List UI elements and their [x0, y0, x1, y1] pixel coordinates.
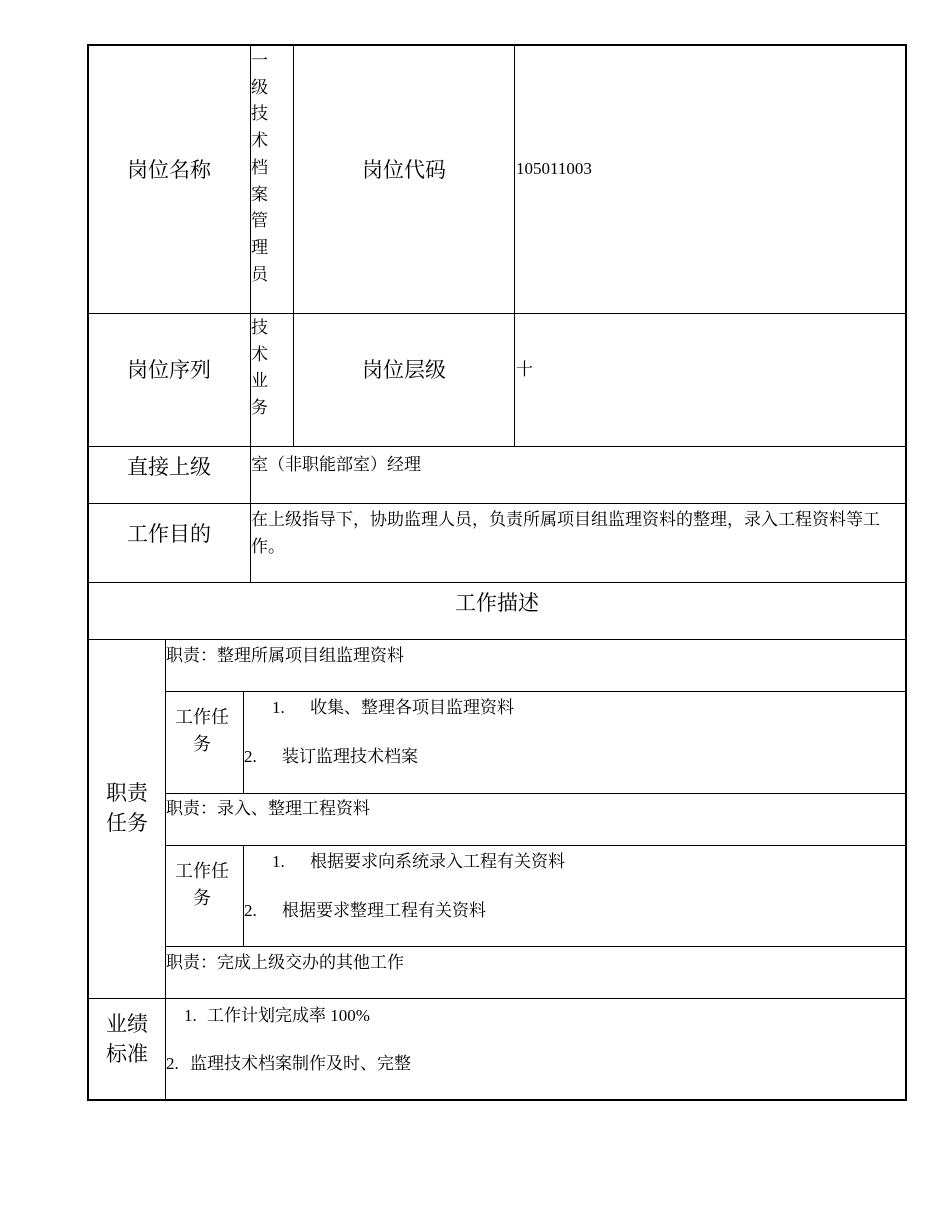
row-divider	[165, 845, 907, 846]
direct-superior-label: 直接上级	[127, 455, 211, 479]
col-divider	[243, 845, 244, 947]
task-text: 装订监理技术档案	[282, 747, 418, 766]
border-top	[87, 44, 907, 46]
performance-number: 2.	[166, 1054, 179, 1073]
performance-text: 工作计划完成率 100%	[207, 1006, 370, 1025]
job-name-value: 一级技术档案管理员	[251, 51, 268, 284]
job-code-label: 岗位代码	[362, 158, 446, 182]
row-divider	[87, 446, 907, 447]
work-purpose-value: 在上级指导下，协助监理人员，负责所属项目组监理资料的整理，录入工程资料等工作。	[251, 510, 880, 556]
row-divider	[87, 313, 907, 314]
duties-section-label: 职责任务	[106, 781, 148, 835]
row-divider	[165, 946, 907, 947]
row-divider	[87, 639, 907, 640]
task-number: 1.	[272, 852, 285, 871]
job-code-value: 105011003	[516, 159, 592, 178]
task-text: 根据要求向系统录入工程有关资料	[310, 852, 565, 871]
task-number: 2.	[244, 901, 257, 920]
job-series-value: 技术业务	[251, 318, 268, 418]
work-task-label: 工作任务	[175, 861, 229, 908]
row-divider	[87, 503, 907, 504]
row-divider	[87, 998, 907, 999]
col-divider	[165, 639, 166, 1101]
work-purpose-label: 工作目的	[127, 522, 211, 546]
job-level-value: 十	[516, 360, 533, 379]
performance-label: 业绩标准	[106, 1012, 148, 1066]
work-description-title: 工作描述	[455, 591, 539, 615]
row-divider	[165, 691, 907, 692]
duty-title: 职责：完成上级交办的其他工作	[166, 953, 404, 972]
task-text: 根据要求整理工程有关资料	[282, 901, 486, 920]
performance-number: 1.	[184, 1006, 197, 1025]
job-level-label: 岗位层级	[362, 358, 446, 382]
job-series-label: 岗位序列	[127, 358, 211, 382]
col-divider	[514, 44, 515, 447]
border-bottom	[87, 1099, 907, 1101]
task-number: 1.	[272, 698, 285, 717]
duty-title: 职责：录入、整理工程资料	[166, 799, 370, 818]
job-name-label: 岗位名称	[127, 158, 211, 182]
col-divider	[293, 44, 294, 447]
task-text: 收集、整理各项目监理资料	[310, 698, 514, 717]
border-right	[905, 44, 907, 1101]
direct-superior-value: 室（非职能部室）经理	[251, 455, 421, 474]
row-divider	[165, 793, 907, 794]
task-number: 2.	[244, 747, 257, 766]
duty-title: 职责：整理所属项目组监理资料	[166, 646, 404, 665]
row-divider	[87, 582, 907, 583]
performance-text: 监理技术档案制作及时、完整	[190, 1054, 411, 1073]
border-left	[87, 44, 89, 1101]
work-task-label: 工作任务	[175, 707, 229, 754]
